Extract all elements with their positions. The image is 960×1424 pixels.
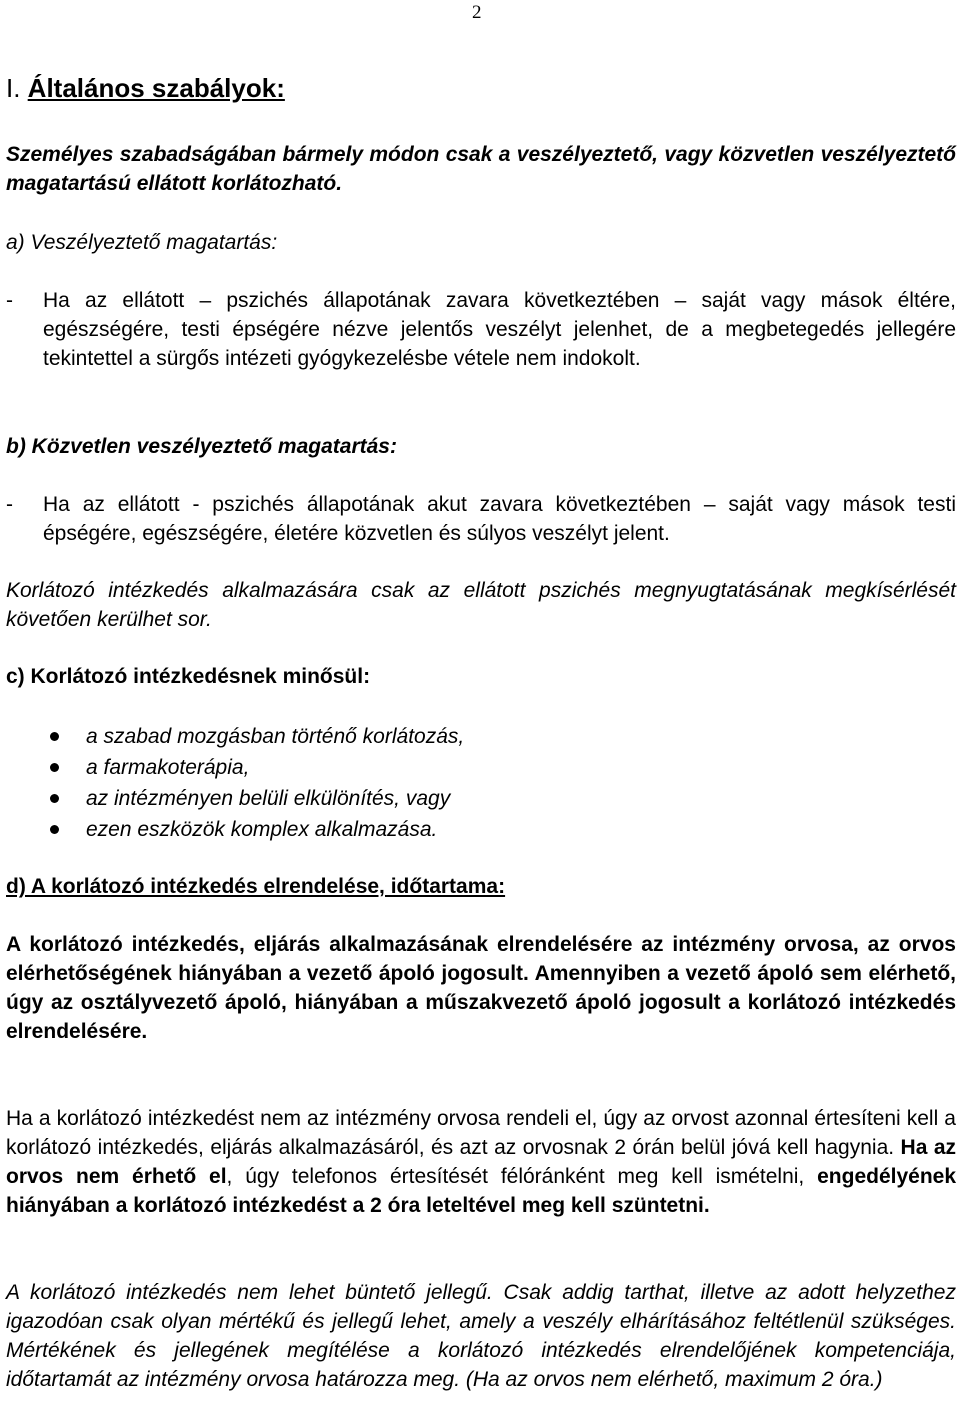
section-title-text: Általános szabályok: <box>27 73 285 103</box>
section-roman: I. <box>6 73 28 103</box>
notification-paragraph <box>6 1104 956 1220</box>
restriction-list <box>6 722 956 846</box>
heading-c: c) Korlátozó intézkedésnek minősül: <box>6 665 371 688</box>
dash-marker: - <box>6 289 13 312</box>
notification-text-2: Ha az orvos nem érhető el <box>6 1136 957 1188</box>
list-item <box>6 753 956 784</box>
authorization-paragraph: A korlátozó intézkedés, eljárás alkalmazásának elrendelésére az intézmény orvosa, az orvos elérhetőségének hiányában a vezető ápoló jogosult. Amennyiben a vezető ápoló sem elérhető, úgy az osztályvezető ápoló, hiányában a műszakvezető ápoló jogosult a korlátozó intézkedés elrendelésére. <box>6 933 956 1043</box>
bullet-icon <box>50 794 59 803</box>
dash-marker: - <box>6 493 13 516</box>
list-item-text: a szabad mozgásban történő korlátozás, <box>86 725 465 748</box>
list-item <box>6 784 956 815</box>
list-item <box>6 815 956 846</box>
notification-text-4: engedélyének hiányában a korlátozó intézkedést a 2 óra leteltével meg kell szüntetni. <box>6 1165 957 1217</box>
note-b: Korlátozó intézkedés alkalmazására csak az ellátott pszichés megnyugtatásának megkísérlését követően kerülhet sor. <box>6 579 956 631</box>
section-title <box>6 72 956 104</box>
bullet-icon <box>50 763 59 772</box>
list-item-b-text: Ha az ellátott - pszichés állapotának akut zavara következtében – saját vagy mások testi épségére, egészségére, életére közvetlen és súlyos veszélyt jelent. <box>43 493 956 545</box>
list-item-text: az intézményen belüli elkülönítés, vagy <box>86 787 451 810</box>
limitation-paragraph: A korlátozó intézkedés nem lehet büntető jellegű. Csak addig tarthat, illetve az adott helyzethez igazodóan csak olyan mértékű és jellegű lehet, amely a veszély elhárításához feltétlenül szükséges. Mértékének és jellegének megítélése a korlátozó intézkedés elrendelőjének kompetenciája, időtartamát az intézmény orvosa határozza meg. (Ha az orvos nem elérhető, maximum 2 óra.) <box>6 1281 956 1391</box>
bullet-icon <box>50 732 59 741</box>
intro-paragraph: Személyes szabadságában bármely módon csak a veszélyeztető, vagy közvetlen veszélyeztető magatartású ellátott korlátozható. <box>6 143 956 195</box>
list-item <box>6 722 956 753</box>
heading-d: d) A korlátozó intézkedés elrendelése, időtartama: <box>6 875 506 898</box>
list-item-a-text: Ha az ellátott – pszichés állapotának zavara következtében – saját vagy mások éltére, egészségére, testi épségére nézve jelentős veszélyt jelenhet, de a megbetegedés jellegére tekintettel a sürgős intézeti gyógykezelésbe vétele nem indokolt. <box>43 289 956 370</box>
notification-text-1: Ha a korlátozó intézkedést nem az intézmény orvosa rendeli el, úgy az orvost azonnal értesíteni kell a korlátozó intézkedés, eljárás alkalmazásáról, és azt az orvosnak 2 órán belül jóvá kell hagynia. <box>6 1107 956 1159</box>
notification-text-3: , úgy telefonos értesítését félóránként meg kell ismételni, <box>226 1165 818 1188</box>
heading-b: b) Közvetlen veszélyeztető magatartás: <box>6 435 397 458</box>
heading-a: a) Veszélyeztető magatartás: <box>6 231 278 254</box>
list-item-text: a farmakoterápia, <box>86 756 250 779</box>
bullet-icon <box>50 825 59 834</box>
list-item-text: ezen eszközök komplex alkalmazása. <box>86 818 438 841</box>
page-number: 2 <box>472 2 482 23</box>
